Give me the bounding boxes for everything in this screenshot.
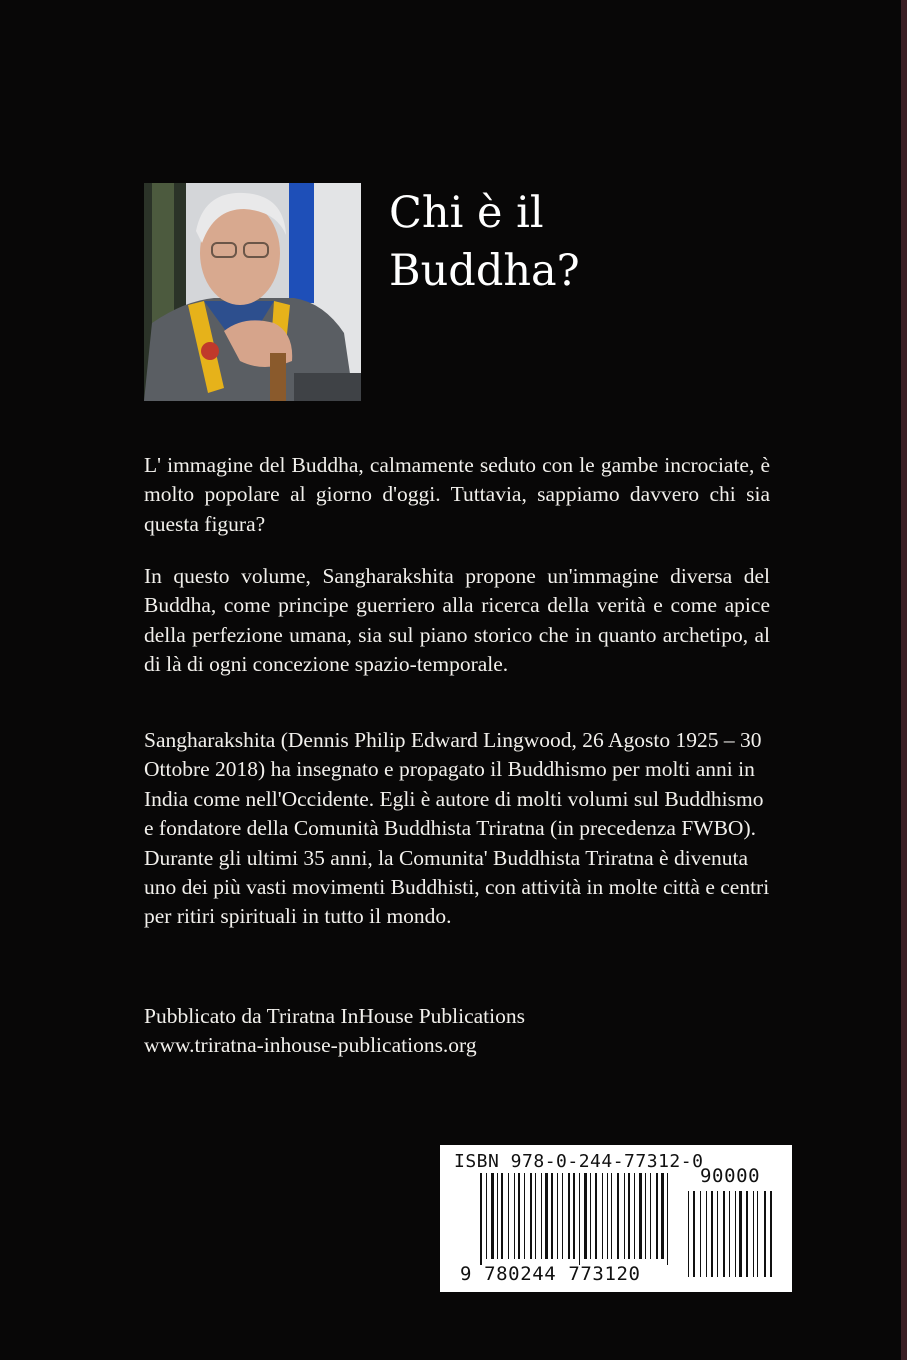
blurb-paragraph-description: In questo volume, Sangharakshita propone un'immagine diversa del Buddha, come principe guerriero alla ricerca della verità e come apice della perfezione umana, sia sul piano storico che in quanto archetipo, al di là di ogni concezione spazio-temporale. <box>144 564 770 677</box>
isbn-label: ISBN 978-0-244-77312-0 <box>454 1151 704 1172</box>
spine-edge <box>901 0 907 1360</box>
author-bio-paragraph: Sangharakshita (Dennis Philip Edward Lingwood, 26 Agosto 1925 – 30 Ottobre 2018) ha insegnato e propagato il Buddhismo per molti anni in India come nell'Occidente. Egli è autore di molti volumi sul Buddhismo e fondatore della Comunità Buddhista Triratna (in precedenza FWBO). Durante gli ultimi 35 anni, la Comunita' Buddhista Triratna è divenuta uno dei più vasti movimenti Buddhisti, con attività in molte città e centri per ritiri spirituali in tutto il mondo. <box>144 728 770 929</box>
ean-digits: 9 780244 773120 <box>460 1263 641 1285</box>
publisher-website: www.triratna-inhouse-publications.org <box>144 1033 477 1058</box>
publisher-name: Pubblicato da Triratna InHouse Publications <box>144 1004 525 1028</box>
title-line-1: Chi è il <box>389 188 544 238</box>
book-title <box>389 184 689 300</box>
addon-digits: 90000 <box>700 1165 761 1187</box>
blurb-paragraph-intro: L' immagine del Buddha, calmamente seduto con le gambe incrociate, è molto popolare al giorno d'oggi. Tuttavia, sappiamo davvero chi sia questa figura? <box>144 453 770 536</box>
publisher-info <box>144 1002 770 1061</box>
title-line-2: Buddha? <box>389 246 580 296</box>
isbn-barcode <box>440 1145 792 1292</box>
author-photo <box>144 183 361 401</box>
